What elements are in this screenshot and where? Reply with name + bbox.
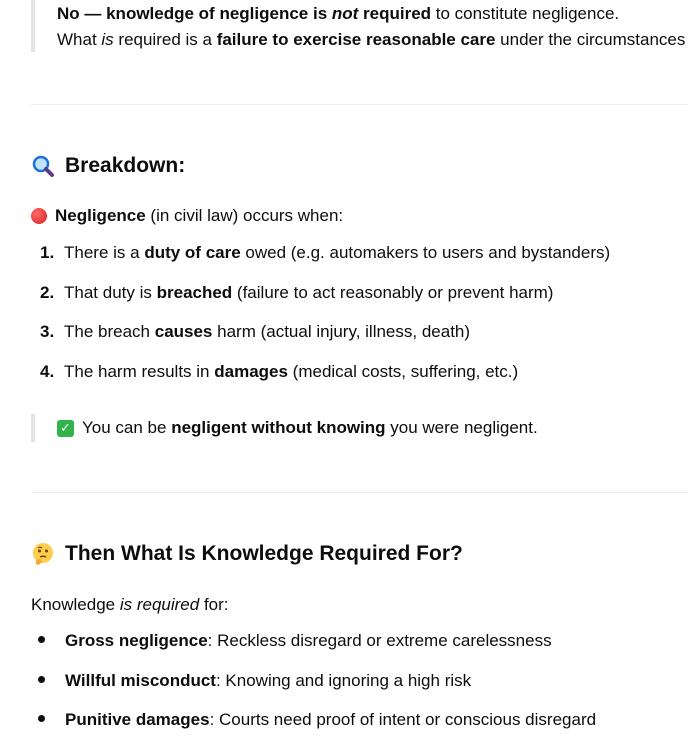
- thinking-face-icon: [31, 542, 55, 566]
- list-item: 3. The breach causes harm (actual injury, illness, death): [40, 322, 471, 341]
- bullet: [38, 676, 45, 683]
- list-item: Punitive damages: Courts need proof of intent or conscious disregard: [38, 708, 596, 732]
- red-circle-icon: [31, 208, 47, 224]
- list-item: 4. The harm results in damages (medical costs, suffering, etc.): [40, 362, 519, 381]
- bullet: [38, 715, 45, 722]
- list-item: Willful misconduct: Knowing and ignoring a high risk: [38, 669, 471, 693]
- knowledge-lead: Knowledge is required for:: [31, 595, 229, 614]
- intro-line-1: No — knowledge of negligence is not required to constitute negligence.: [57, 4, 620, 23]
- divider: [31, 492, 688, 493]
- check-mark-icon: ✓: [57, 420, 74, 437]
- list-item: Gross negligence: Reckless disregard or extreme carelessness: [38, 629, 552, 653]
- list-item: 1. There is a duty of care owed (e.g. automakers to users and bystanders): [40, 243, 611, 262]
- negligence-lead: Negligence (in civil law) occurs when:: [31, 204, 343, 228]
- divider: [31, 104, 688, 105]
- breakdown-heading: Breakdown:: [31, 154, 185, 178]
- magnifying-glass-icon: [31, 154, 55, 178]
- list-item: 2. That duty is breached (failure to act reasonably or prevent harm): [40, 283, 554, 302]
- bullet: [38, 636, 45, 643]
- intro-line-2: What is required is a failure to exercise reasonable care under the circumstances: [57, 30, 686, 49]
- note-blockquote: ✓ You can be negligent without knowing you were negligent.: [31, 414, 538, 442]
- knowledge-heading: Then What Is Knowledge Required For?: [31, 542, 463, 566]
- intro-blockquote: [31, 0, 685, 52]
